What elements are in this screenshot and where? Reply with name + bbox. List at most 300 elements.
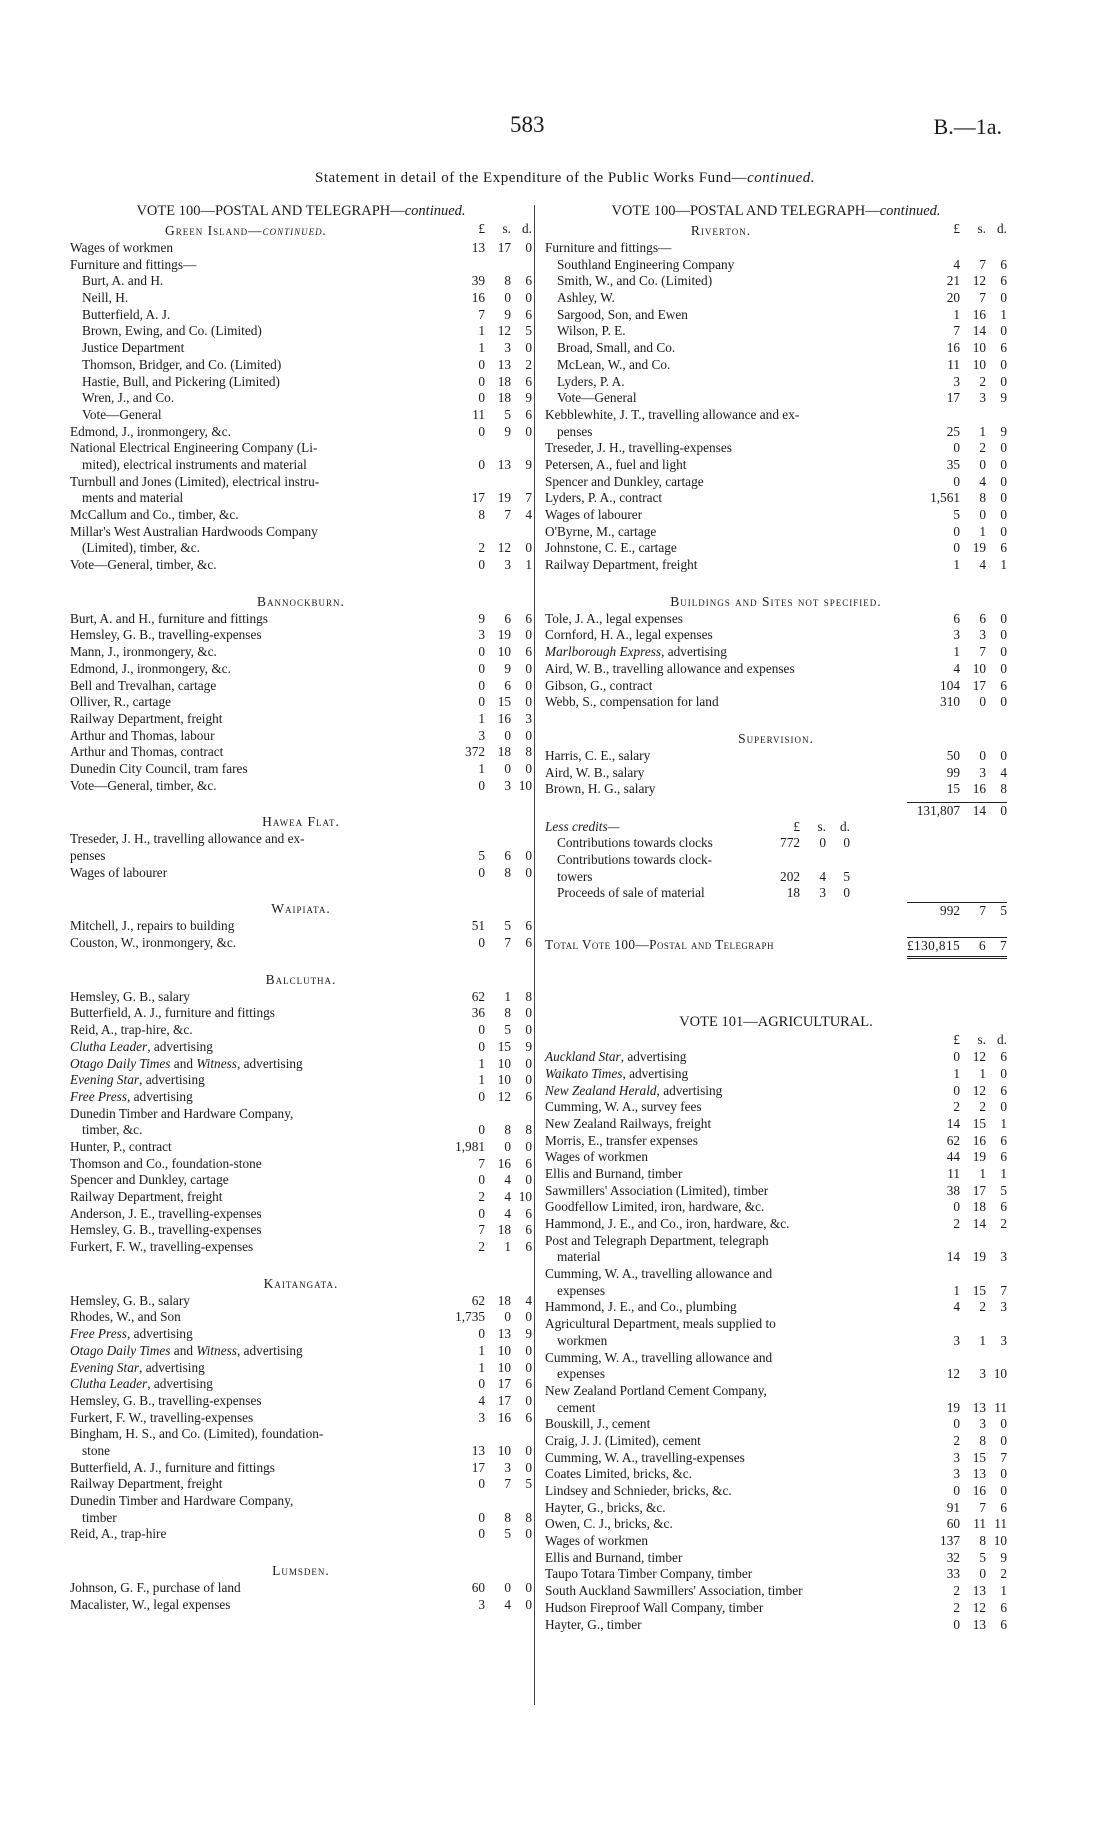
table-row [545, 1066, 1007, 1083]
entry-text: Hayter, G., timber [545, 1616, 642, 1632]
table-row [70, 407, 532, 424]
entry-text: Couston, W., ironmongery, &c. [70, 935, 237, 951]
table-row [70, 1122, 532, 1139]
table-row [70, 1189, 532, 1206]
amount-pence: 0 [525, 1309, 532, 1325]
amount-pounds: 1 [953, 1282, 960, 1298]
amount-pounds: 0 [478, 557, 485, 573]
amount-pence: 6 [525, 1376, 532, 1392]
amount-shillings: 15 [497, 1038, 511, 1054]
entry-text: South Auckland Sawmillers' Association, timber [545, 1583, 803, 1599]
amount-pounds: 0 [953, 1483, 960, 1498]
amount-shillings: 3 [504, 1459, 511, 1475]
credit-amount: 5 [843, 868, 850, 884]
table-row [70, 1326, 532, 1343]
amount-pounds: 2 [953, 1099, 960, 1115]
amount-pence: 6 [525, 1088, 532, 1104]
entry-text: Justice Department [82, 340, 185, 356]
amount-pounds: 0 [478, 1038, 485, 1054]
vote-total-shillings: 6 [978, 937, 986, 953]
table-row [545, 1400, 1007, 1417]
amount-pence: 0 [525, 1022, 532, 1038]
subtotal-pounds: 131,807 [916, 802, 960, 818]
entry-text: Cumming, W. A., travelling allowance and [545, 1349, 773, 1365]
amount-pounds: 310 [940, 694, 960, 710]
amount-pounds: 0 [953, 1416, 960, 1432]
entry-text: Smith, W., and Co. (Limited) [557, 273, 713, 289]
amount-pounds: 7 [478, 306, 485, 322]
entry-text: cement [557, 1399, 596, 1415]
right-column [545, 202, 1007, 1633]
entry-text: ments and material [82, 490, 184, 506]
credit-row [545, 885, 1007, 902]
entry-text: Hemsley, G. B., travelling-expenses [70, 1222, 262, 1238]
entry-text: Wilson, P. E. [557, 323, 626, 339]
entry-text: Ellis and Burnand, timber [545, 1549, 683, 1565]
credit-amount: 202 [780, 868, 800, 884]
table-row [545, 1550, 1007, 1567]
amount-pounds: 32 [946, 1549, 960, 1565]
amount-pounds: 2 [478, 540, 485, 556]
entry-text: Hemsley, G. B., salary [70, 988, 190, 1004]
entry-text: Mitchell, J., repairs to building [70, 918, 235, 934]
entry-text: Lyders, P. A. [557, 373, 625, 389]
table-row [70, 424, 532, 441]
amount-pence: 8 [525, 744, 532, 760]
section-header-row [545, 221, 1007, 240]
amount-pence: 0 [1000, 1466, 1007, 1482]
table-row [70, 507, 532, 524]
vote-total-label: Total Vote 100—Postal and Telegraph [545, 936, 774, 952]
amount-pounds: 1 [478, 1055, 485, 1071]
amount-pence: 0 [525, 340, 532, 356]
entry-text: Hemsley, G. B., travelling-expenses [70, 627, 262, 643]
amount-pence: 9 [525, 456, 532, 472]
amount-pence: 0 [525, 1442, 532, 1458]
amount-pounds: 0 [478, 1088, 485, 1104]
amount-pence: 0 [525, 864, 532, 880]
entry-text: Cornford, H. A., legal expenses [545, 627, 713, 643]
table-row [70, 1172, 532, 1189]
amount-pence: 6 [1000, 1132, 1007, 1148]
amount-shillings: 15 [497, 694, 511, 710]
table-row [545, 644, 1007, 661]
credit-amount: 0 [843, 835, 850, 851]
amount-pounds: 11 [947, 1165, 960, 1181]
amount-shillings: 4 [979, 473, 986, 489]
amount-pounds: 17 [471, 490, 485, 506]
amount-pounds: 0 [953, 1049, 960, 1065]
entry-text: Coates Limited, bricks, &c. [545, 1466, 692, 1482]
table-row [70, 1476, 532, 1493]
amount-shillings: 8 [504, 273, 511, 289]
entry-text: timber, &c. [82, 1122, 143, 1138]
amount-pounds: 36 [471, 1005, 485, 1021]
entry-text: Mann, J., ironmongery, &c. [70, 644, 217, 660]
entry-text: Petersen, A., fuel and light [545, 456, 687, 472]
amount-pence: 6 [1000, 1082, 1007, 1098]
section-heading: Bannockburn. [257, 593, 345, 609]
amount-shillings: 13 [497, 456, 511, 472]
amount-pounds: 2 [953, 1599, 960, 1615]
entry-text: stone [82, 1442, 111, 1458]
table-row [545, 1383, 1007, 1400]
amount-shillings: 7 [504, 935, 511, 951]
credit-text: Proceeds of sale of material [557, 885, 705, 901]
amount-pence: 0 [525, 1596, 532, 1612]
amount-shillings: 4 [504, 1189, 511, 1204]
amount-pence: 1 [1000, 1583, 1007, 1599]
amount-pence: 1 [525, 557, 532, 573]
table-row [70, 1005, 532, 1022]
amount-shillings: 13 [497, 1326, 511, 1342]
amount-pounds: 44 [946, 1149, 960, 1165]
entry-text: Sargood, Son, and Ewen [557, 306, 688, 322]
table-row [545, 1266, 1007, 1283]
amount-pence: 10 [993, 1366, 1007, 1382]
amount-pence: 1 [1000, 557, 1007, 573]
amount-pounds: 3 [478, 727, 485, 743]
entry-text: Vote—General [82, 406, 162, 422]
table-row [545, 1133, 1007, 1150]
table-row [70, 557, 532, 574]
amount-pence: 6 [1000, 1499, 1007, 1515]
amount-pounds: 0 [478, 373, 485, 389]
table-row [545, 1083, 1007, 1100]
amount-shillings: 12 [972, 1082, 986, 1098]
amount-pounds: 1 [478, 1072, 485, 1088]
table-row [545, 1500, 1007, 1517]
amount-shillings: 13 [972, 1399, 986, 1415]
entry-text: Hayter, G., bricks, &c. [545, 1499, 666, 1515]
amount-pence: 6 [1000, 1149, 1007, 1165]
credit-row [545, 835, 1007, 852]
entry-text: Butterfield, A. J., furniture and fittings [70, 1459, 275, 1475]
amount-pounds: 1 [478, 1359, 485, 1375]
amount-pence: 0 [1000, 490, 1007, 506]
amount-pounds: 19 [946, 1399, 960, 1415]
amount-shillings: 5 [504, 1526, 511, 1542]
amount-shillings: 14 [972, 323, 986, 339]
amount-pence: 0 [1000, 660, 1007, 676]
amount-pounds: 2 [478, 1189, 485, 1204]
amount-pence: 6 [525, 1239, 532, 1255]
entry-text: Free Press, advertising [70, 1088, 193, 1104]
entry-text: Spencer and Dunkley, cartage [545, 473, 704, 489]
amount-shillings: 4 [979, 557, 986, 573]
table-row [545, 1249, 1007, 1266]
entry-text: expenses [557, 1282, 605, 1298]
amount-shillings: 8 [504, 864, 511, 880]
table-row [70, 661, 532, 678]
amount-pence: 9 [1000, 390, 1007, 406]
amount-shillings: 8 [504, 1122, 511, 1138]
amount-shillings: 8 [979, 490, 986, 506]
amount-pence: 6 [1000, 256, 1007, 272]
amount-pounds: 14 [946, 1115, 960, 1131]
amount-pounds: 0 [478, 1509, 485, 1525]
amount-pence: 9 [525, 1326, 532, 1342]
amount-shillings: 17 [497, 240, 511, 255]
amount-pounds: 5 [478, 848, 485, 863]
table-row [545, 1299, 1007, 1316]
entry-text: Edmond, J., ironmongery, &c. [70, 660, 231, 676]
amount-pence: 1 [1000, 1165, 1007, 1181]
table-row [70, 357, 532, 374]
agri-vote-heading: VOTE 101—AGRICULTURAL. [679, 1014, 873, 1031]
credit-row [545, 852, 1007, 869]
amount-pence: 4 [525, 1292, 532, 1308]
amount-shillings: 7 [979, 1499, 986, 1515]
table-row [70, 865, 532, 882]
table-row [70, 340, 532, 357]
amount-pence: 8 [525, 1509, 532, 1525]
amount-pounds: 50 [946, 747, 960, 763]
entry-text: Otago Daily Times and Witness, advertising [70, 1055, 303, 1071]
table-row [545, 1416, 1007, 1433]
amount-pence: 0 [525, 1055, 532, 1071]
table-row [70, 744, 532, 761]
entry-text: timber [82, 1509, 117, 1525]
amount-shillings: 9 [504, 306, 511, 322]
amount-shillings: 0 [979, 456, 986, 472]
amount-pounds: 0 [478, 423, 485, 439]
table-row [545, 694, 1007, 711]
amount-pence: 0 [525, 1392, 532, 1408]
table-row [545, 1316, 1007, 1333]
amount-pounds: 0 [478, 1022, 485, 1038]
amount-pounds: 372 [465, 744, 485, 760]
entry-text: Hemsley, G. B., travelling-expenses [70, 1392, 262, 1408]
amount-pence: 7 [525, 490, 532, 506]
amount-pounds: 35 [946, 456, 960, 472]
amount-pence: 8 [525, 988, 532, 1004]
amount-pounds: 3 [953, 373, 960, 389]
amount-pence: 6 [525, 1409, 532, 1425]
amount-pounds: 3 [953, 1332, 960, 1348]
amount-shillings: 7 [979, 256, 986, 272]
amount-pounds: 0 [953, 1082, 960, 1098]
table-row [70, 1139, 532, 1156]
entry-text: Owen, C. J., bricks, &c. [545, 1516, 673, 1532]
entry-text: Brown, H. G., salary [545, 781, 656, 797]
table-row [70, 935, 532, 952]
table-row [545, 1333, 1007, 1350]
entry-text: Treseder, J. H., travelling allowance and ex- [70, 831, 305, 847]
amount-pounds: 0 [478, 1476, 485, 1492]
table-row [545, 524, 1007, 541]
section-heading: Waipiata. [271, 901, 331, 917]
table-row [545, 340, 1007, 357]
entry-text: Vote—General, timber, &c. [70, 777, 217, 793]
entry-text: Furniture and fittings— [545, 240, 672, 255]
amount-pounds: 137 [940, 1533, 960, 1549]
table-row [70, 1293, 532, 1310]
table-row [70, 307, 532, 324]
amount-pounds: 4 [953, 660, 960, 676]
amount-shillings: 1 [979, 423, 986, 439]
entry-text: Otago Daily Times and Witness, advertising [70, 1342, 303, 1358]
credits-total-shillings: 7 [979, 903, 986, 919]
amount-shillings: 0 [979, 1566, 986, 1582]
amount-pence: 5 [525, 1476, 532, 1492]
amount-pence: 0 [525, 240, 532, 255]
table-row [545, 1450, 1007, 1467]
amount-shillings: 8 [504, 1005, 511, 1021]
amount-shillings: 10 [497, 1342, 511, 1358]
entry-text: penses [557, 423, 593, 439]
table-row [545, 1466, 1007, 1483]
table-row [70, 1343, 532, 1360]
amount-pounds: 0 [478, 644, 485, 660]
amount-shillings: 10 [497, 1055, 511, 1071]
amount-pounds: 60 [471, 1580, 485, 1596]
amount-pounds: 9 [478, 610, 485, 626]
entry-text: Evening Star, advertising [70, 1072, 205, 1088]
amount-pence: 0 [1000, 644, 1007, 660]
amount-pence: 0 [1000, 440, 1007, 456]
amount-shillings: 19 [497, 627, 511, 643]
entry-text: Lindsey and Schnieder, bricks, &c. [545, 1483, 732, 1498]
table-row [545, 290, 1007, 307]
amount-pounds: 1 [953, 306, 960, 322]
amount-shillings: 8 [504, 1509, 511, 1525]
table-row [70, 1493, 532, 1510]
entry-text: Arthur and Thomas, contract [70, 744, 224, 760]
credits-block [545, 819, 1007, 919]
left-column [70, 202, 532, 1613]
entry-text: Dunedin Timber and Hardware Company, [70, 1493, 294, 1508]
entry-text: New Zealand Portland Cement Company, [545, 1382, 767, 1398]
amount-pounds: 4 [953, 256, 960, 272]
amount-pence: 0 [525, 694, 532, 710]
amount-pounds: 3 [478, 1409, 485, 1425]
amount-shillings: 7 [504, 507, 511, 522]
amount-pounds: 0 [478, 864, 485, 880]
entry-text: Johnson, G. F., purchase of land [70, 1580, 241, 1596]
amount-pence: 3 [1000, 1249, 1007, 1265]
amount-pence: 6 [525, 644, 532, 660]
amount-pounds: 1,981 [455, 1138, 485, 1154]
amount-pounds: 1 [953, 557, 960, 573]
amount-pounds: 0 [478, 1326, 485, 1342]
table-row [70, 1580, 532, 1597]
amount-shillings: 19 [972, 540, 986, 556]
amount-pounds: 1 [478, 710, 485, 726]
entry-text: Railway Department, freight [70, 1476, 223, 1492]
amount-pence: 1 [1000, 306, 1007, 322]
entry-text: Treseder, J. H., travelling-expenses [545, 440, 732, 456]
amount-pounds: 20 [946, 290, 960, 306]
amount-pence: 6 [525, 406, 532, 422]
amount-pounds: 1 [478, 1342, 485, 1358]
amount-shillings: 13 [972, 1466, 986, 1482]
credit-text: Contributions towards clock- [557, 852, 713, 867]
amount-shillings: 2 [979, 440, 986, 456]
amount-pounds: 99 [946, 764, 960, 780]
table-row [545, 1366, 1007, 1383]
amount-pence: 4 [1000, 764, 1007, 780]
vote-total-pence: 7 [999, 937, 1007, 953]
amount-pounds: 1 [478, 760, 485, 776]
table-row [545, 1617, 1007, 1634]
amount-pounds: 0 [478, 694, 485, 710]
table-row [70, 1597, 532, 1614]
table-row [70, 1206, 532, 1223]
amount-shillings: 19 [972, 1249, 986, 1265]
amount-shillings: 1 [979, 1165, 986, 1181]
amount-pence: 0 [1000, 1432, 1007, 1448]
amount-pounds: 91 [946, 1499, 960, 1515]
amount-pounds: 104 [940, 677, 960, 693]
amount-pounds: 11 [947, 356, 960, 372]
table-row [70, 1426, 532, 1443]
amount-pence: 9 [525, 390, 532, 406]
amount-pounds: 0 [478, 390, 485, 406]
entry-text: Marlborough Express, advertising [545, 644, 727, 660]
amount-pence: 0 [1000, 627, 1007, 643]
amount-pence: 6 [525, 273, 532, 289]
credit-text: towers [557, 868, 593, 884]
table-row [70, 848, 532, 865]
amount-shillings: 3 [979, 390, 986, 406]
amount-pounds: 0 [478, 356, 485, 372]
right-vote-heading: VOTE 100—POSTAL AND TELEGRAPH—continued. [611, 203, 941, 219]
amount-pence: 0 [1000, 747, 1007, 763]
entry-text: Millar's West Australian Hardwoods Company [70, 523, 318, 539]
amount-pounds: 25 [946, 423, 960, 439]
amount-pounds: 62 [471, 1292, 485, 1308]
currency-col-pence: d. [997, 221, 1007, 236]
entry-text: Bell and Trevalhan, cartage [70, 677, 217, 693]
amount-pence: 3 [1000, 1332, 1007, 1348]
amount-pence: 6 [525, 306, 532, 322]
entry-text: O'Byrne, M., cartage [545, 523, 657, 539]
amount-pence: 6 [1000, 273, 1007, 289]
amount-pounds: 0 [478, 1376, 485, 1392]
table-row [545, 1183, 1007, 1200]
amount-pounds: 1 [953, 1065, 960, 1081]
entry-text: Railway Department, freight [70, 1189, 223, 1204]
entry-text: Thomson and Co., foundation-stone [70, 1155, 262, 1171]
amount-shillings: 0 [504, 760, 511, 776]
credit-amount: 772 [780, 835, 800, 851]
entry-text: Furkert, F. W., travelling-expenses [70, 1409, 254, 1425]
entry-text: Tole, J. A., legal expenses [545, 610, 683, 626]
entry-text: Olliver, R., cartage [70, 694, 171, 710]
entry-text: Hammond, J. E., and Co., iron, hardware, &c. [545, 1216, 790, 1231]
amount-shillings: 10 [972, 660, 986, 676]
entry-text: material [557, 1249, 601, 1265]
entry-text: Brown, Ewing, and Co. (Limited) [82, 323, 262, 339]
table-row [545, 1166, 1007, 1183]
amount-pence: 6 [525, 610, 532, 626]
entry-text: Furniture and fittings— [70, 256, 197, 272]
amount-shillings: 3 [979, 1366, 986, 1382]
table-row [545, 678, 1007, 695]
entry-text: Bingham, H. S., and Co. (Limited), foundation- [70, 1426, 324, 1442]
amount-pounds: 1,735 [455, 1309, 485, 1325]
table-row [70, 1039, 532, 1056]
table-row [70, 457, 532, 474]
credit-amount: 4 [819, 868, 826, 884]
amount-pence: 0 [1000, 523, 1007, 539]
amount-pence: 0 [525, 677, 532, 693]
entry-text: Craig, J. J. (Limited), cement [545, 1432, 701, 1448]
amount-pence: 6 [1000, 1199, 1007, 1215]
amount-shillings: 3 [979, 627, 986, 643]
amount-shillings: 0 [504, 727, 511, 743]
